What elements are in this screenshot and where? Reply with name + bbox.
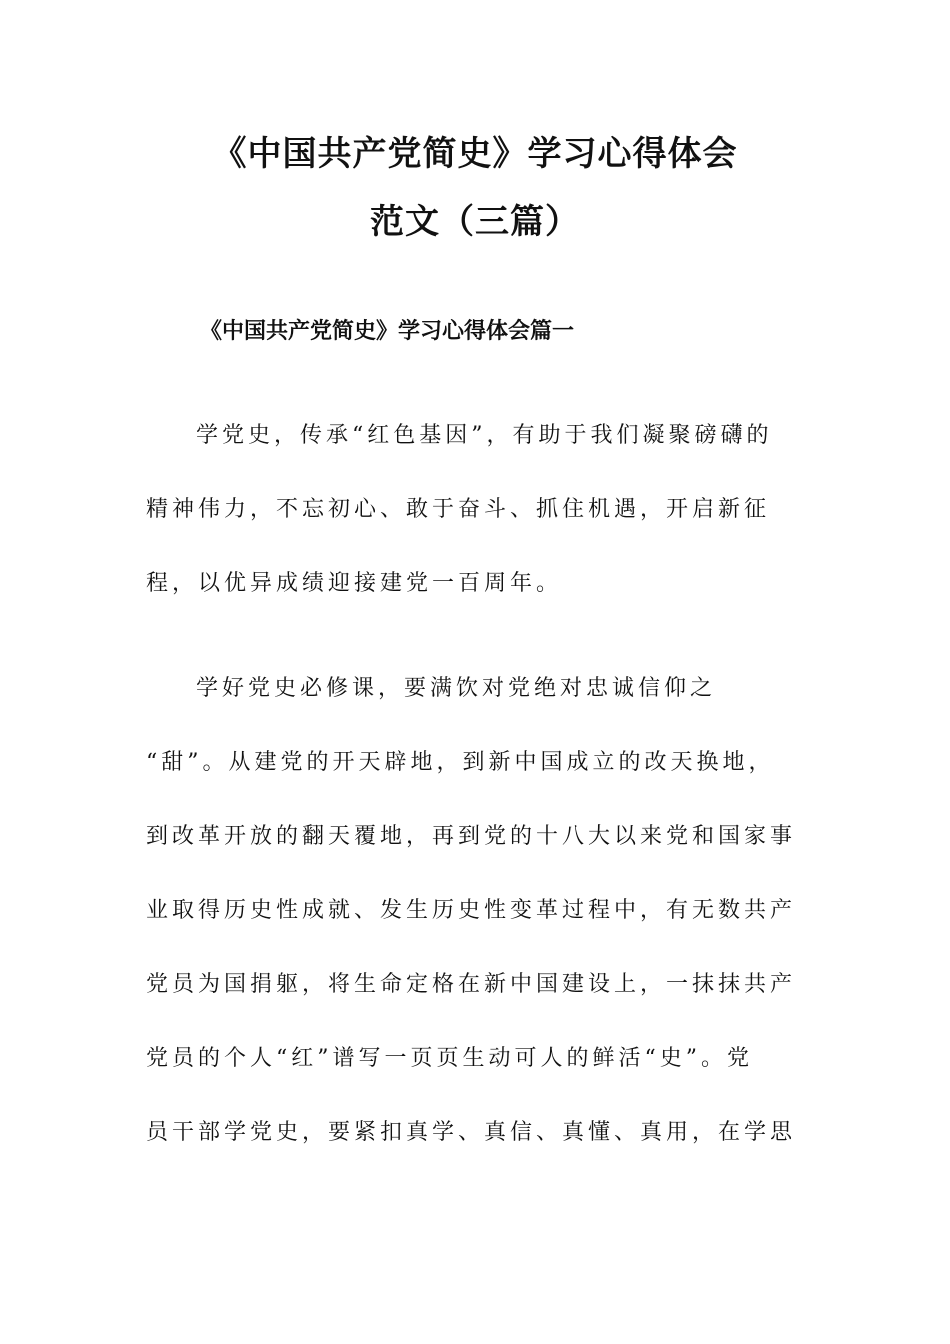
paragraph-2-line-2: “甜”。从建党的开天辟地，到新中国成立的改天换地， [146,750,775,775]
paragraph-1-line-3: 程，以优异成绩迎接建党一百周年。 [146,571,563,596]
paragraph-2-line-6: 党员的个人“红”谱写一页页生动可人的鲜活“史”。党 [146,1046,753,1071]
document-title-line-1: 《中国共产党简史》学习心得体会 [212,134,738,174]
paragraph-1-line-2: 精神伟力，不忘初心、敢于奋斗、抓住机遇，开启新征 [146,497,771,522]
section-heading: 《中国共产党简史》学习心得体会篇一 [200,318,575,344]
paragraph-2-line-4: 业取得历史性成就、发生历史性变革过程中，有无数共产 [146,898,796,923]
paragraph-2-line-3: 到改革开放的翻天覆地，再到党的十八大以来党和国家事 [146,824,796,849]
paragraph-2-line-1: 学好党史必修课，要满饮对党绝对忠诚信仰之 [196,676,717,701]
paragraph-2-line-7: 员干部学党史，要紧扣真学、真信、真懂、真用，在学思 [146,1120,796,1145]
paragraph-1-line-1: 学党史，传承“红色基因”，有助于我们凝聚磅礴的 [196,423,773,448]
document-title-line-2: 范文（三篇） [370,202,580,242]
paragraph-2-line-5: 党员为国捐躯，将生命定格在新中国建设上，一抹抹共产 [146,972,796,997]
